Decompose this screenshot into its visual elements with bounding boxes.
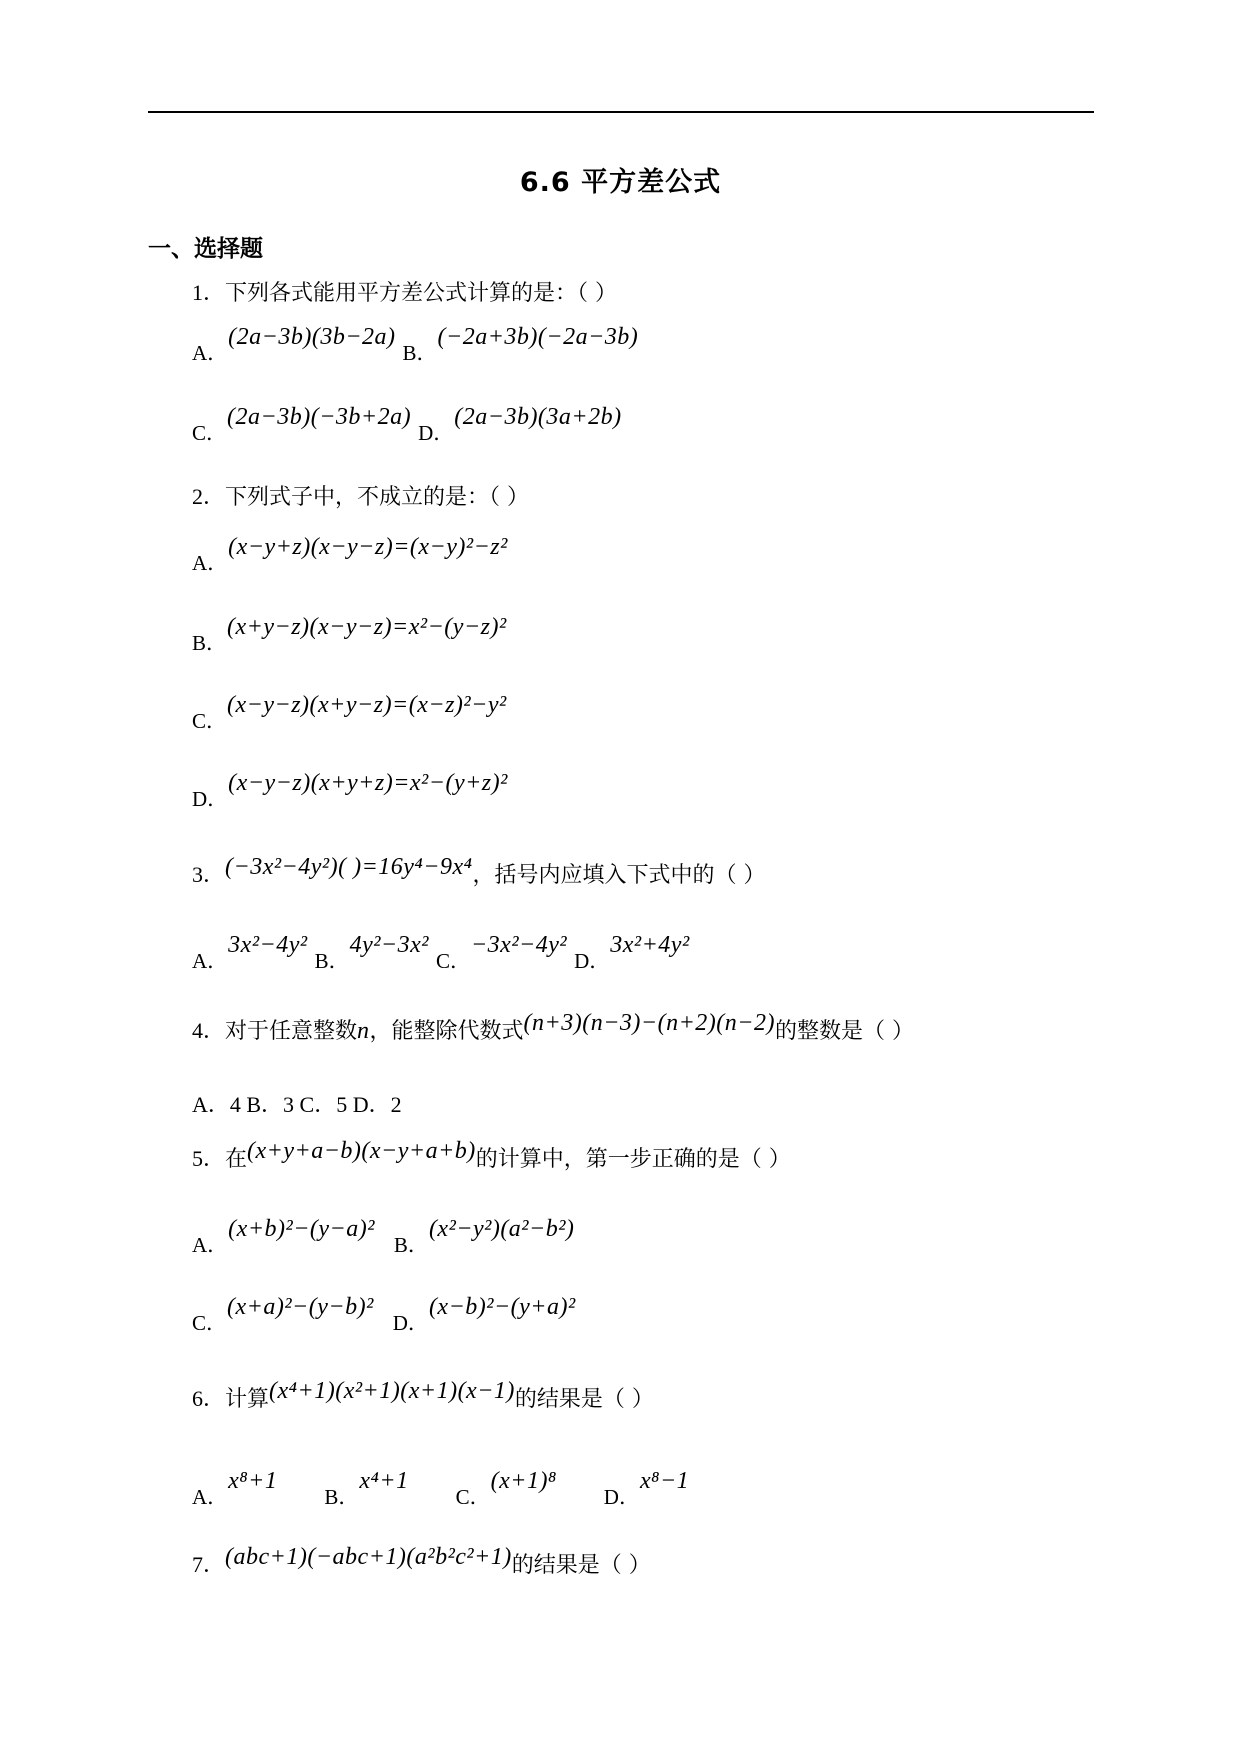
question-5-options-row-1 (192, 1216, 575, 1257)
question-number: 6． (192, 1386, 226, 1411)
question-6-options (192, 1468, 690, 1509)
option-expression: (x−y−z)(x+y+z)=x²−(y+z)² (228, 770, 508, 796)
option-expression: (x+a)²−(y−b)² (227, 1294, 374, 1320)
option-expression: (2a−3b)(3a+2b) (454, 404, 622, 430)
option-expression: (x+1)⁸ (490, 1468, 557, 1494)
option-letter: C． (455, 1485, 491, 1509)
question-2-option-a (192, 534, 508, 575)
question-text: 下列式子中，不成立的是：（ ） (225, 485, 530, 510)
question-text: 的计算中，第一步正确的是（ ） (475, 1147, 791, 1172)
option-expression: 3x²+4y² (610, 932, 690, 958)
option-letter: C． (435, 949, 471, 973)
option-expression: −3x²−4y² (470, 932, 568, 958)
option-letter: D． (392, 1311, 429, 1335)
option-expression: (2a−3b)(−3b+2a) (227, 404, 412, 430)
question-number: 1． (192, 280, 226, 305)
question-4-options: A．4 B．3 C．5 D．2 (192, 1092, 402, 1117)
question-1-options-row-1 (192, 324, 639, 365)
question-3-options (192, 932, 690, 973)
stem-expression: (−3x²−4y²)( )=16y⁴−9x⁴ (225, 854, 473, 880)
page-title: 6.6 平方差公式 (519, 167, 722, 198)
option-letter: A． (192, 1233, 229, 1257)
question-number: 4． (192, 1018, 226, 1043)
option-letter: B． (324, 1485, 360, 1509)
stem-expression: (x⁴+1)(x²+1)(x+1)(x−1) (269, 1378, 515, 1404)
option-letter: B． (393, 1233, 429, 1257)
header-rule (148, 111, 1094, 113)
option-letter: D． (418, 421, 455, 445)
option-letter: A． (192, 341, 229, 365)
question-text: ，括号内应填入下式中的（ ） (472, 863, 766, 888)
option-letter: A． (192, 551, 229, 575)
question-number: 7． (192, 1552, 226, 1577)
question-5-options-row-2 (192, 1294, 576, 1335)
stem-variable: n (357, 1018, 370, 1044)
option-letter: D． (574, 949, 611, 973)
question-5-stem (192, 1138, 791, 1175)
section-heading: 一、选择题 (148, 236, 263, 262)
question-text-prefix: 计算 (225, 1387, 270, 1412)
option-expression: (x−y+z)(x−y−z)=(x−y)²−z² (228, 534, 508, 560)
question-number: 3． (192, 862, 226, 887)
option-expression: (x+b)²−(y−a)² (228, 1216, 375, 1242)
question-number: 5． (192, 1146, 226, 1171)
stem-expression: (n+3)(n−3)−(n+2)(n−2) (523, 1010, 775, 1036)
option-expression: x⁸−1 (639, 1468, 690, 1494)
option-expression: (x²−y²)(a²−b²) (428, 1216, 575, 1242)
question-6-stem (192, 1378, 654, 1415)
question-text: 的整数是（ ） (774, 1019, 914, 1044)
option-expression: x⁴+1 (359, 1468, 409, 1494)
question-2-option-d (192, 770, 508, 811)
question-text-middle: ，能整除代数式 (369, 1019, 524, 1044)
option-letter: D． (603, 1485, 640, 1509)
option-letter: B． (402, 341, 438, 365)
option-expression: (2a−3b)(3b−2a) (228, 324, 396, 350)
option-expression: (−2a+3b)(−2a−3b) (437, 324, 639, 350)
option-letter: C． (192, 421, 228, 445)
option-expression: 4y²−3x² (349, 932, 429, 958)
question-text-prefix: 对于任意整数 (225, 1019, 358, 1044)
question-2-option-c (192, 692, 507, 733)
question-text: 的结果是（ ） (511, 1553, 651, 1578)
question-text-prefix: 在 (225, 1147, 248, 1172)
option-expression: (x−b)²−(y+a)² (428, 1294, 576, 1320)
question-2-option-b (192, 614, 507, 655)
option-letter: B． (192, 631, 228, 655)
option-letter: A． (192, 949, 229, 973)
question-2-stem (192, 482, 529, 513)
option-letter: B． (314, 949, 350, 973)
stem-expression: (x+y+a−b)(x−y+a+b) (247, 1138, 476, 1164)
option-letter: C． (192, 1311, 228, 1335)
stem-expression: (abc+1)(−abc+1)(a²b²c²+1) (225, 1544, 512, 1570)
question-3-stem (192, 854, 766, 891)
option-expression: 3x²−4y² (228, 932, 308, 958)
question-number: 2． (192, 484, 226, 509)
question-text: 的结果是（ ） (514, 1387, 654, 1412)
option-letter: A． (192, 1485, 229, 1509)
option-expression: (x−y−z)(x+y−z)=(x−z)²−y² (227, 692, 507, 718)
option-letter: D． (192, 787, 229, 811)
option-expression: x⁸+1 (228, 1468, 278, 1494)
option-letter: C． (192, 709, 228, 733)
question-1-options-row-2 (192, 404, 622, 445)
question-7-stem (192, 1544, 651, 1581)
option-expression: (x+y−z)(x−y−z)=x²−(y−z)² (227, 614, 507, 640)
question-4-stem (192, 1010, 914, 1047)
question-1-stem (192, 278, 617, 309)
question-text: 下列各式能用平方差公式计算的是：（ ） (225, 281, 618, 306)
